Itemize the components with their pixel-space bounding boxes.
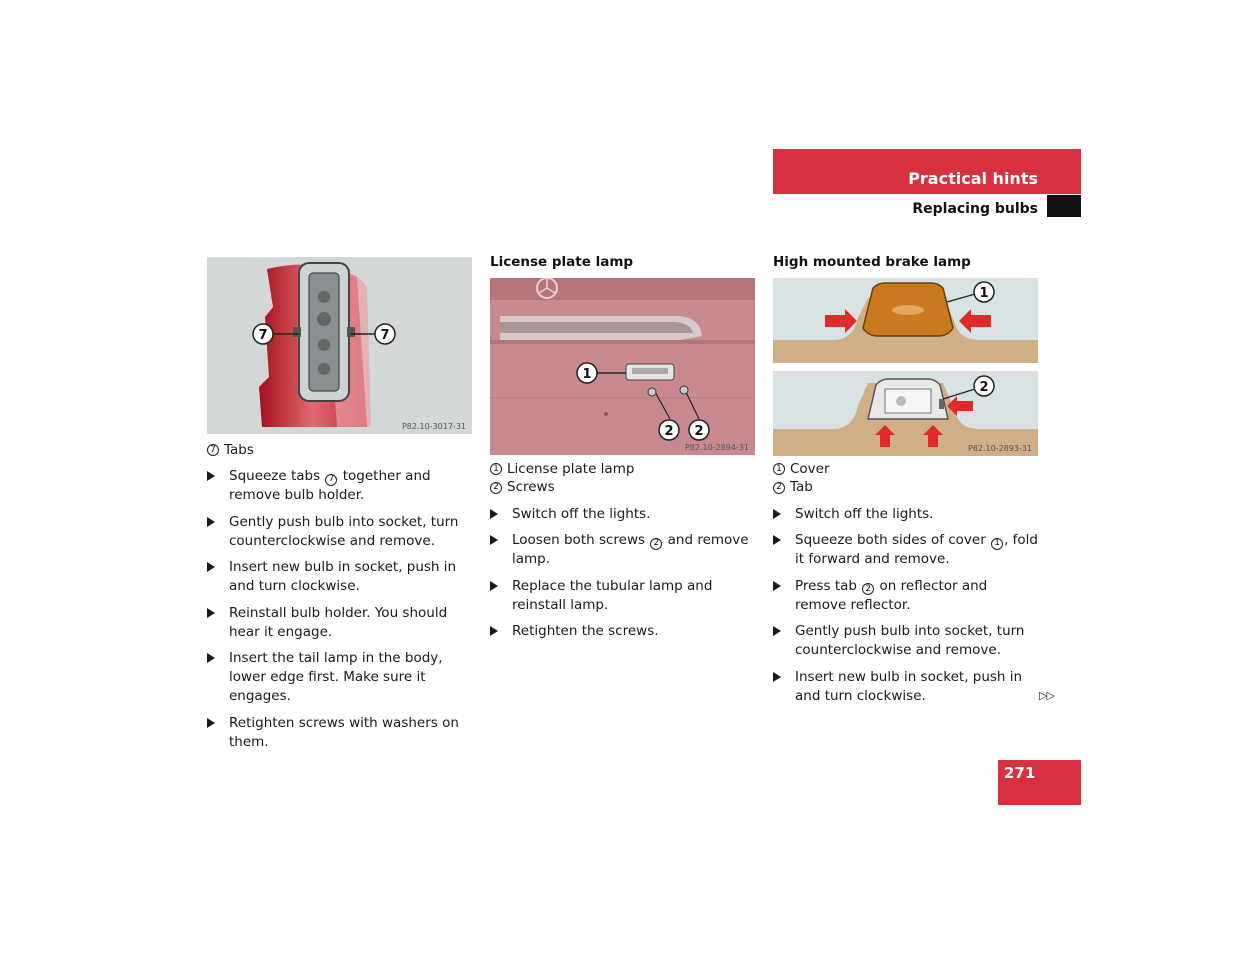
license-plate-heading: License plate lamp <box>490 254 634 270</box>
callout-1: 1 <box>582 367 592 382</box>
legend-number: 1 <box>490 463 502 475</box>
legend-text: Cover <box>790 460 830 477</box>
step-item: Insert the tail lamp in the body, lower edge first. Make sure it engages. <box>207 649 472 706</box>
tail-lamp-instructions <box>207 441 472 752</box>
step-item: Insert new bulb in socket, push in and turn clockwise. <box>207 558 472 596</box>
step-item: Retighten screws with washers on them. <box>207 714 472 752</box>
bullet-icon <box>490 626 498 636</box>
legend-number: 1 <box>773 463 785 475</box>
callout-2-right: 2 <box>694 424 704 439</box>
step-item: Loosen both screws 2 and remove lamp. <box>490 531 755 569</box>
bullet-icon <box>490 581 498 591</box>
bullet-icon <box>773 509 781 519</box>
legend-item <box>207 441 472 460</box>
figure-code: P82.10-2893-31 <box>967 444 1032 453</box>
callout-7-left: 7 <box>258 328 268 343</box>
brake-lamp-image-cover <box>773 278 1038 363</box>
step-item: Switch off the lights. <box>490 505 755 524</box>
callout-1: 1 <box>979 286 989 301</box>
legend-item <box>773 479 1038 498</box>
step-item: Retighten the screws. <box>490 622 755 641</box>
figure-code: P82.10-3017-31 <box>401 422 466 431</box>
bullet-icon <box>773 672 781 682</box>
steps-list <box>207 467 472 752</box>
step-item: Gently push bulb into socket, turn counterclockwise and remove. <box>773 622 1038 660</box>
legend-number: 2 <box>490 482 502 494</box>
legend-number: 2 <box>773 482 785 494</box>
subsection-title: Replacing bulbs <box>912 201 1038 217</box>
license-plate-instructions <box>490 460 755 641</box>
steps-list <box>773 505 1038 706</box>
continued-arrow-icon: ▷▷ <box>1039 689 1054 702</box>
step-item: Switch off the lights. <box>773 505 1038 524</box>
tail-lamp-image <box>207 257 472 434</box>
ref-number: 7 <box>325 474 337 486</box>
bullet-icon <box>207 517 215 527</box>
legend-item <box>490 479 755 498</box>
brake-lamp-heading: High mounted brake lamp <box>773 254 971 270</box>
bullet-icon <box>207 562 215 572</box>
step-item: Insert new bulb in socket, push in and turn clockwise. <box>773 668 1038 706</box>
bullet-icon <box>773 581 781 591</box>
step-item: Replace the tubular lamp and reinstall lamp. <box>490 577 755 615</box>
callout-2-left: 2 <box>664 424 674 439</box>
step-item: Squeeze both sides of cover 1 , fold it forward and remove. <box>773 531 1038 569</box>
step-item: Reinstall bulb holder. You should hear it engage. <box>207 604 472 642</box>
callout-7-right: 7 <box>380 328 390 343</box>
section-title: Practical hints <box>908 169 1038 188</box>
bullet-icon <box>207 471 215 481</box>
bullet-icon <box>773 626 781 636</box>
legend-text: License plate lamp <box>507 460 635 477</box>
bullet-icon <box>490 535 498 545</box>
bullet-icon <box>773 535 781 545</box>
legend-text: Screws <box>507 479 555 496</box>
bullet-icon <box>207 718 215 728</box>
legend-item <box>773 460 1038 479</box>
ref-number: 2 <box>650 538 662 550</box>
brake-lamp-instructions <box>773 460 1038 706</box>
brake-lamp-image-reflector <box>773 371 1038 456</box>
legend-number: 7 <box>207 444 219 456</box>
license-plate-image <box>490 278 755 455</box>
page-number: 271 <box>1004 764 1036 782</box>
callout-2: 2 <box>979 380 989 395</box>
legend-text: Tab <box>790 479 813 496</box>
bullet-icon <box>490 509 498 519</box>
figure-code: P82.10-2894-31 <box>684 443 749 452</box>
bullet-icon <box>207 653 215 663</box>
legend-item <box>490 460 755 479</box>
step-item: Press tab 2 on reflector and remove reflector. <box>773 577 1038 615</box>
bullet-icon <box>207 608 215 618</box>
legend-text: Tabs <box>224 441 254 458</box>
step-item: Squeeze tabs 7 together and remove bulb holder. <box>207 467 472 505</box>
steps-list <box>490 505 755 642</box>
ref-number: 1 <box>991 538 1003 550</box>
step-item: Gently push bulb into socket, turn counterclockwise and remove. <box>207 513 472 551</box>
ref-number: 2 <box>862 583 874 595</box>
thumb-index-tab <box>1047 195 1081 217</box>
